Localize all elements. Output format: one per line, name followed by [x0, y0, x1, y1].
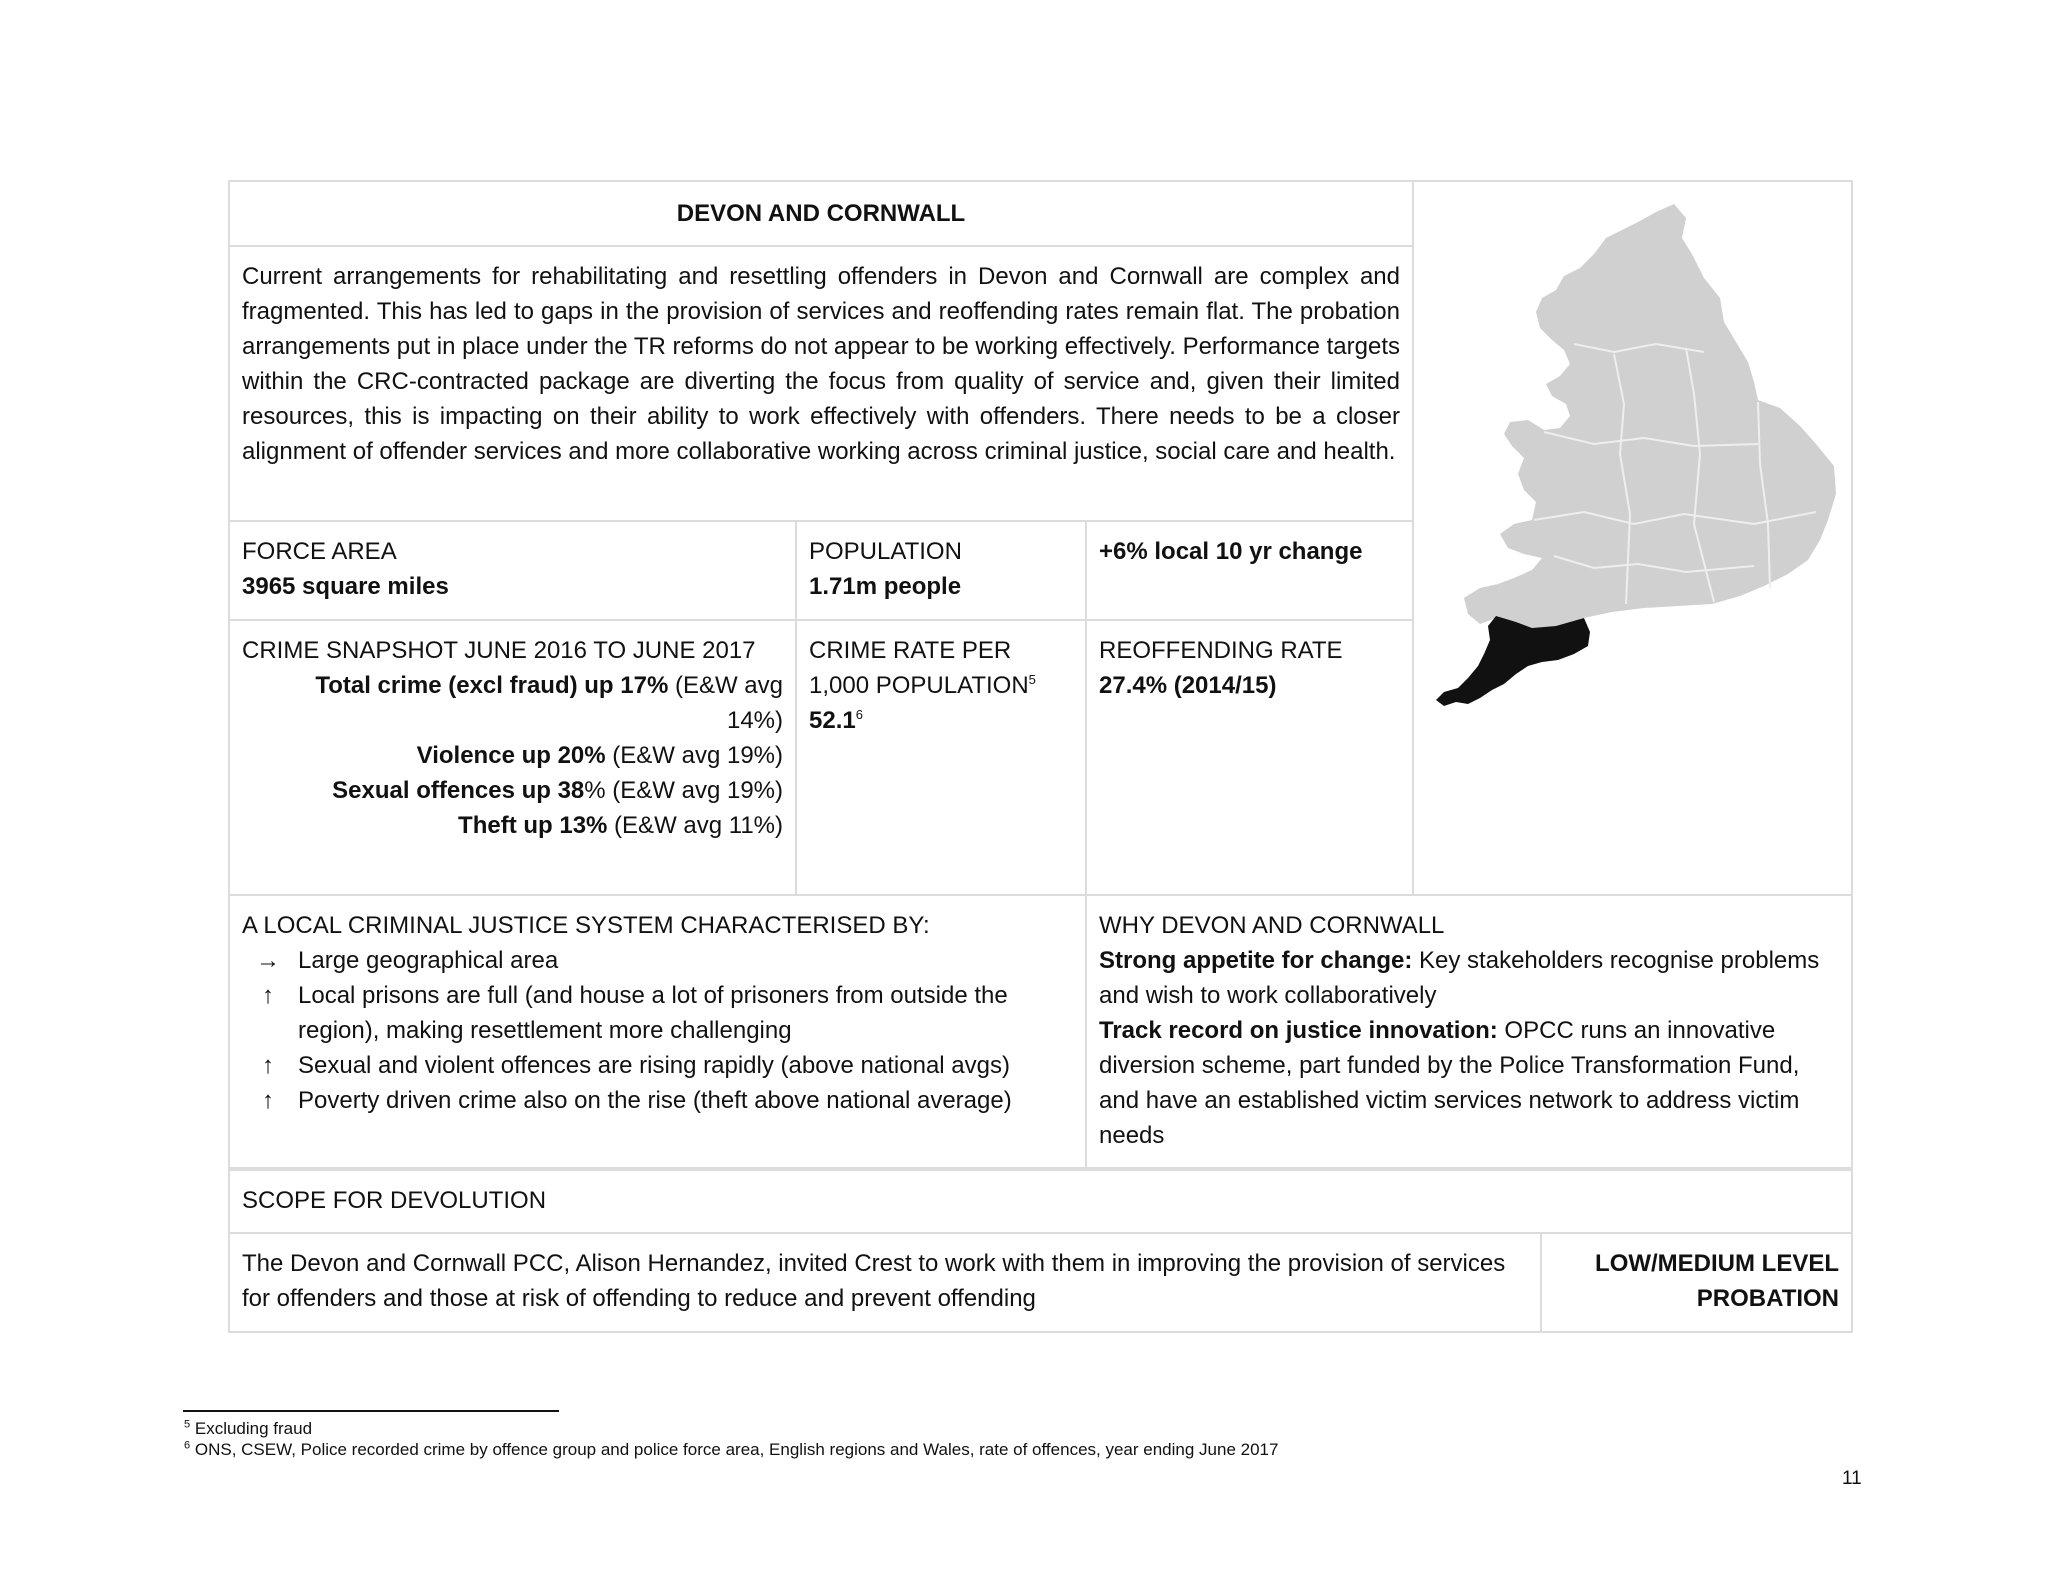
map-cell: [1413, 181, 1852, 895]
scope-heading: SCOPE FOR DEVOLUTION: [242, 1187, 547, 1214]
why-cell: [1086, 895, 1852, 1170]
crime-stat-row: Violence up 20% (E&W avg 19%): [416, 742, 783, 769]
why-reason: Track record on justice innovation: OPCC runs an innovative diversion scheme, part funded by the Police Transformation Fund, and have an established victim services network to address victim needs: [1099, 1017, 1800, 1149]
crime-rate-value: 52.1$^6$: [809, 707, 863, 734]
list-item: → Large geographical area: [242, 943, 1075, 978]
england-wales-shape: [1464, 204, 1836, 628]
summary-text: Current arrangements for rehabilitating and resettling offenders in Devon and Cornwall are complex and fragmented. This has led to gaps in the provision of services and reoffending rates remain flat. The probation arrangements put in place under the TR reforms do not appear to be working effectively. Performance targets within the CRC-contracted package are diverting the focus from quality of service and, given their limited resources, this is impacting on their ability to work effectively with offenders. There needs to be a closer alignment of offender services and more collaborative working across criminal justice, social care and health.: [242, 263, 1400, 465]
crime-stat-row: Theft up 13% (E&W avg 11%): [458, 812, 783, 839]
population-cell: [796, 521, 1086, 620]
footnote-rule: [183, 1410, 559, 1412]
reoffending-cell: [1086, 620, 1413, 895]
summary-cell: [229, 246, 1413, 521]
local-cjs-list: [242, 943, 1075, 1118]
force-area-cell: [229, 521, 796, 620]
population-change: +6% local 10 yr change: [1099, 538, 1363, 565]
page-number: 11: [1842, 1468, 1862, 1489]
why-heading: WHY DEVON AND CORNWALL: [1099, 912, 1445, 939]
arrow-up-icon: ↑: [262, 982, 274, 1009]
level-line: LOW/MEDIUM LEVEL: [1595, 1250, 1840, 1277]
list-item: ↑ Local prisons are full (and house a lot of prisoners from outside the region), making resettlement more challenging: [242, 978, 1075, 1048]
title-cell: [229, 181, 1413, 246]
scope-table: [228, 1167, 1853, 1333]
force-area-value: 3965 square miles: [242, 573, 449, 600]
scope-text-cell: [229, 1233, 1541, 1332]
local-cjs-heading: A LOCAL CRIMINAL JUSTICE SYSTEM CHARACTERISED BY:: [242, 912, 930, 939]
crime-stat-row: Total crime (excl fraud) up 17% (E&W avg 14%): [315, 672, 783, 734]
population-label: POPULATION: [809, 538, 962, 565]
england-wales-map: [1424, 194, 1844, 734]
crime-snapshot-label: CRIME SNAPSHOT JUNE 2016 TO JUNE 2017: [242, 637, 756, 664]
local-cjs-cell: [229, 895, 1086, 1170]
list-item: ↑ Sexual and violent offences are rising rapidly (above national avgs): [242, 1048, 1075, 1083]
footnote: $^5$ Excluding fraud: [184, 1418, 313, 1438]
context-table: [228, 894, 1853, 1171]
change-cell: [1086, 521, 1413, 620]
scope-text: The Devon and Cornwall PCC, Alison Hernandez, invited Crest to work with them in improving the provision of services for offenders and those at risk of offending to reduce and prevent offending: [242, 1250, 1506, 1312]
list-item: ↑ Poverty driven crime also on the rise (theft above national average): [242, 1083, 1075, 1118]
footnote: $^6$ ONS, CSEW, Police recorded crime by offence group and police force area, English regions and Wales, rate of offences, year ending June 2017: [184, 1439, 1279, 1459]
devon-cornwall-region: [1436, 616, 1590, 706]
profile-table: [228, 180, 1853, 896]
arrow-up-icon: ↑: [262, 1052, 274, 1079]
level-line: PROBATION: [1696, 1285, 1840, 1312]
page-title: DEVON AND CORNWALL: [676, 200, 966, 227]
scope-heading-cell: [229, 1168, 1852, 1233]
crime-rate-label: CRIME RATE PER 1,000 POPULATION$^5$: [809, 637, 1036, 699]
arrow-right-icon: →: [256, 947, 280, 974]
arrow-up-icon: ↑: [262, 1087, 274, 1114]
level-cell: [1541, 1233, 1852, 1332]
reoffending-label: REOFFENDING RATE: [1099, 637, 1343, 664]
crime-stat-row: Sexual offences up 38% (E&W avg 19%): [332, 777, 783, 804]
why-reason: Strong appetite for change: Key stakeholders recognise problems and wish to work collaboratively: [1099, 947, 1820, 1009]
reoffending-value: 27.4% (2014/15): [1099, 672, 1277, 699]
force-area-label: FORCE AREA: [242, 538, 397, 565]
crime-snapshot-cell: [229, 620, 796, 895]
population-value: 1.71m people: [809, 573, 962, 600]
crime-rate-cell: [796, 620, 1086, 895]
